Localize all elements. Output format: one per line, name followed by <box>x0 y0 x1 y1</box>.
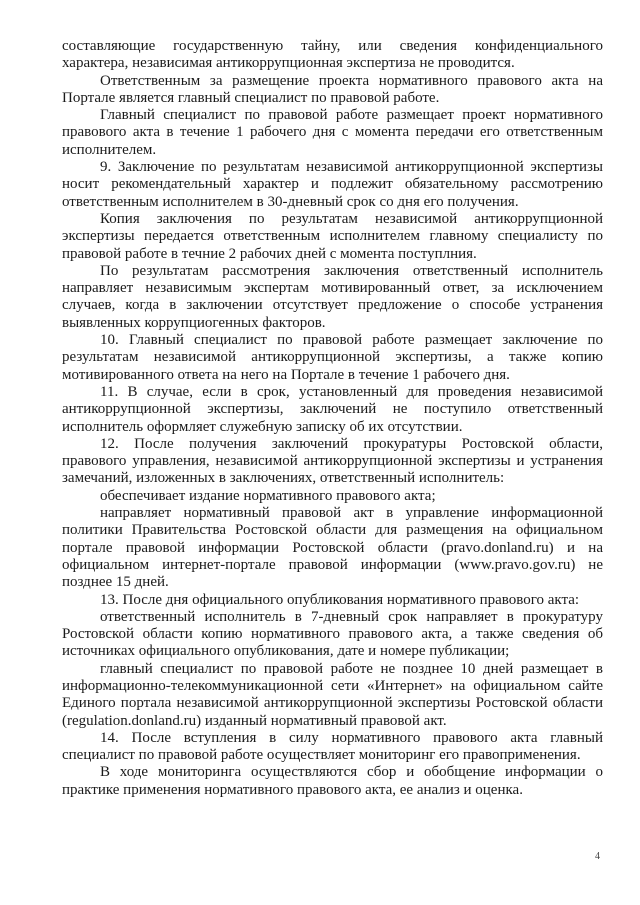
text-line: Копия заключения по результатам независимой антикоррупционной <box>100 210 603 227</box>
text-line: источниках официального опубликования, дате и номере публикации; <box>62 643 510 660</box>
paragraph <box>62 661 603 730</box>
text-line: антикоррупционной экспертизы, заключений не поступило ответственный <box>62 401 603 418</box>
text-line: Портале является главный специалист по правовой работе. <box>62 89 440 106</box>
text-line: 10. Главный специалист по правовой работе размещает заключение по <box>100 332 603 349</box>
text-line: ответственным исполнителем в 30-дневный срок со дня его получения. <box>62 193 519 210</box>
text-line: исполнителем. <box>62 141 157 158</box>
paragraph <box>62 730 603 765</box>
paragraph <box>62 73 603 108</box>
text-line: В ходе мониторинга осуществляются сбор и обобщение информации о <box>100 764 603 781</box>
paragraph <box>62 159 603 211</box>
text-line: 12. После получения заключений прокуратуры Ростовской области, <box>100 435 603 452</box>
text-line: информационно-телекоммуникационной сети «Интернет» на официальном сайте <box>62 677 603 694</box>
text-line: случаев, когда в заключении отсутствует предложение о способе устранения <box>62 297 603 314</box>
text-line: экспертизы передается ответственным исполнителем главному специалисту по <box>62 228 603 245</box>
text-line: главный специалист по правовой работе не позднее 10 дней размещает в <box>100 660 603 677</box>
paragraph <box>62 263 603 332</box>
text-line: составляющие государственную тайну, или сведения конфиденциального <box>62 38 603 54</box>
text-line: Единого портала независимой антикоррупционной экспертизы Ростовской области <box>62 695 603 712</box>
text-line: обеспечивает издание нормативного правового акта; <box>100 487 436 504</box>
text-line: исполнитель оформляет служебную записку об их отсутствии. <box>62 418 463 435</box>
paragraph <box>62 38 603 73</box>
text-line: результатам независимой антикоррупционной экспертизы, а также копию <box>62 349 603 366</box>
text-line: Ростовской области копию нормативного правового акта, а также сведения об <box>62 626 603 643</box>
text-line: 11. В случае, если в срок, установленный для проведения независимой <box>100 383 603 400</box>
text-line: (regulation.donland.ru) изданный нормативный правовой акт. <box>62 712 447 729</box>
text-line: Ответственным за размещение проекта нормативного правового акта на <box>100 72 603 89</box>
text-line: политики Правительства Ростовской области для размещения на официальном <box>62 522 603 539</box>
text-line: ответственный исполнитель в 7-дневный срок направляет в прокуратуру <box>100 608 603 625</box>
text-line: направляет нормативный правовой акт в управление информационной <box>100 505 603 522</box>
document-body <box>62 38 603 799</box>
text-line: практике применения нормативного правового акта, ее анализ и оценка. <box>62 781 523 798</box>
text-line: характера, независимая антикоррупционная экспертиза не проводится. <box>62 55 515 72</box>
text-line: 14. После вступления в силу нормативного правового акта главный <box>100 729 603 746</box>
text-line: направляет независимым экспертам мотивированный ответ, за исключением <box>62 280 603 297</box>
text-line: выявленных коррупциогенных факторов. <box>62 314 326 331</box>
paragraph <box>62 505 603 591</box>
text-line: носит рекомендательный характер и подлежит обязательному рассмотрению <box>62 176 603 193</box>
text-line: позднее 15 дней. <box>62 574 169 591</box>
paragraph <box>62 609 603 661</box>
text-line: специалист по правовой работе осуществляет мониторинг его правоприменения. <box>62 747 581 764</box>
text-line: замечаний, изложенных в заключениях, ответственный исполнитель: <box>62 470 505 487</box>
text-line: 13. После дня официального опубликования нормативного правового акта: <box>100 591 580 608</box>
text-line: правового управления, независимой антикоррупционной экспертизы и устранения <box>62 453 603 470</box>
text-line: портале правовой информации Ростовской области (pravo.donland.ru) и на <box>62 539 603 556</box>
text-line: 9. Заключение по результатам независимой антикоррупционной экспертизы <box>100 159 603 176</box>
paragraph <box>62 211 603 263</box>
text-line: Главный специалист по правовой работе размещает проект нормативного <box>100 107 603 124</box>
paragraph <box>62 384 603 436</box>
paragraph <box>62 592 603 609</box>
paragraph <box>62 436 603 488</box>
paragraph <box>62 332 603 384</box>
paragraph <box>62 488 603 505</box>
text-line: официальном интернет-портале правовой информации (www.pravo.gov.ru) не <box>62 556 603 573</box>
text-line: По результатам рассмотрения заключения ответственный исполнитель <box>100 262 603 279</box>
page-number: 4 <box>595 851 600 862</box>
text-line: правовой работе в течние 2 рабочих дней с момента поступлния. <box>62 245 477 262</box>
paragraph <box>62 764 603 799</box>
paragraph <box>62 107 603 159</box>
text-line: мотивированного ответа на него на Портале в течение 1 рабочего дня. <box>62 366 510 383</box>
text-line: правового акта в течение 1 рабочего дня с момента передачи его ответственным <box>62 124 603 141</box>
